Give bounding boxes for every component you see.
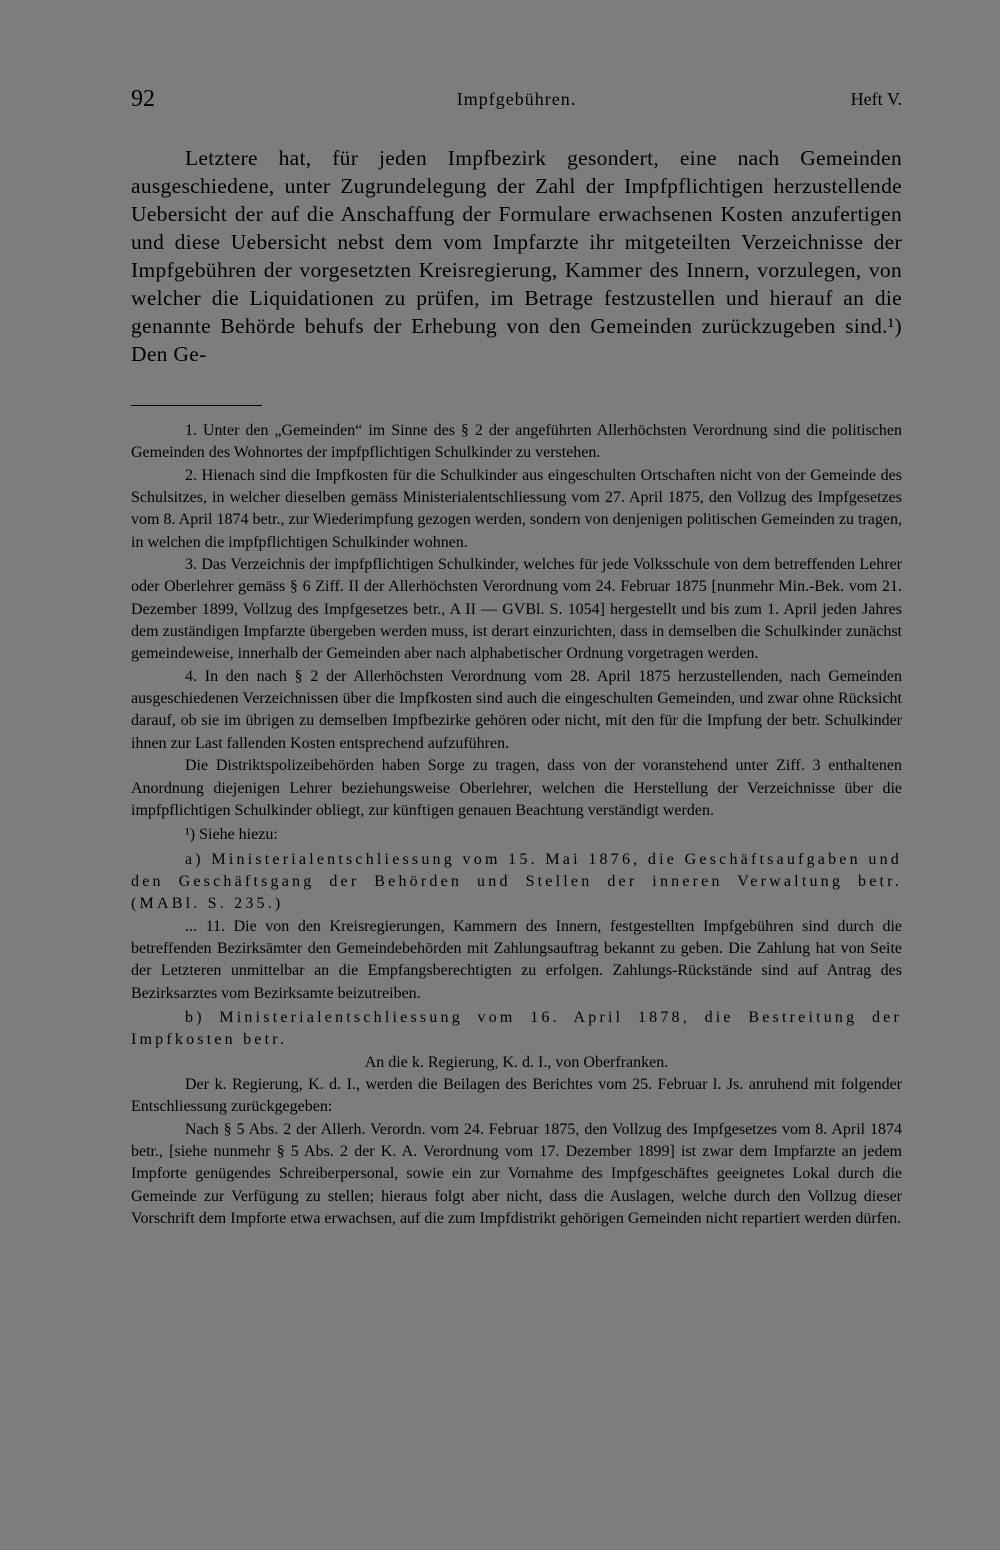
ordinance-a-text: ... 11. Die von den Kreisregierungen, Kammern des Innern, festgestellten Impfgebühren sind durch die betreffenden Bezirksämter den Gemeindebehörden mit Zahlungsauftrag bekannt zu geben. Die Zahlung hat von Seite der Letzteren unmittelbar an die Empfangsberechtigten zu erfolgen. Zahlungs-Rückstände sind auf Antrag des Bezirksarztes vom Bezirksamte beizutreiben. <box>131 917 902 1002</box>
footnotes <box>131 420 902 1230</box>
footnote-4: 4. In den nach § 2 der Allerhöchsten Verordnung vom 28. April 1875 herzustellenden, nach Gemeinden ausgeschiedenen Verzeichnissen über die Impfkosten sind auch die eingeschulten Gemeinden, und zwar ohne Rücksicht darauf, ob sie im übrigen zu demselben Impfbezirke gehören oder nicht, mit den für die Impfung der betr. Schulkinder ihnen zur Last fallenden Kosten entsprechend aufzuführen. <box>131 667 902 752</box>
ordinance-b-text: Nach § 5 Abs. 2 der Allerh. Verordn. vom 24. Februar 1875, den Vollzug des Impfgesetzes vom 8. April 1874 betr., [siehe nunmehr § 5 Abs. 2 der K. A. Verordnung vom 17. Dezember 1899] ist zwar dem Impfarzte an jedem Impforte genügendes Schreiberpersonal, sowie ein zur Vornahme des Impfgeschäftes geeignetes Lokal durch die Gemeinde zur Verfügung zu stellen; hieraus folgt aber nicht, dass die Auslagen, welche durch den Vollzug dieser Vorschrift dem Impforte etwa erwachsen, auf die zum Impfdistrikt gehörigen Gemeinden nicht repartiert werden dürfen. <box>131 1120 902 1228</box>
ordinance-a-title: a) Ministerialentschliessung vom 15. Mai 1876, die Geschäftsaufgaben und den Geschäftsgang der Behörden und Stellen der inneren Verwaltung betr. (MABl. S. 235.) <box>131 850 902 913</box>
footnote-3: 3. Das Verzeichnis der impfpflichtigen Schulkinder, welches für jede Volksschule von dem betreffenden Lehrer oder Oberlehrer gemäss § 6 Ziff. II der Allerhöchsten Verordnung vom 24. Februar 1875 [nunmehr Min.-Bek. vom 21. Dezember 1899, Vollzug des Impfgesetzes betr., A II — GVBl. S. 1054] hergestellt und bis zum 1. April jeden Jahres dem zuständigen Impfarzte übergeben werden muss, ist derart einzurichten, dass in demselben die Schulkinder zunächst gemeindeweise, innerhalb der Gemeinden aber nach alphabetischer Ordnung vorgetragen werden. <box>131 556 902 663</box>
section-label: Heft V. <box>850 89 902 109</box>
addressee-line: An die k. Regierung, K. d. I., von Oberfranken. <box>364 1053 669 1071</box>
footnote-rule <box>131 405 262 406</box>
footnote-reference: ¹) Siehe hiezu: <box>185 826 278 844</box>
running-title: Impfgebühren. <box>456 89 577 109</box>
main-text <box>131 144 902 368</box>
page-header <box>131 86 902 116</box>
page-number: 92 <box>131 86 155 112</box>
main-paragraph: Letztere hat, für jeden Impfbezirk gesondert, eine nach Gemeinden ausgeschiedene, unter Zugrundelegung der Zahl der Impfpflichtigen herzustellende Uebersicht der auf die Anschaffung der Formulare erwachsenen Kosten anzufertigen und diese Uebersicht nebst dem vom Impfarzte ihr mitgeteilten Verzeichnisse der Impfgebühren der vorgesetzten Kreisregierung, Kammer des Innern, vorzulegen, von welcher die Liquidationen zu prüfen, im Betrage festzustellen und hierauf an die genannte Behörde behufs der Erhebung von den Gemeinden zurückzugeben sind.¹) Den Ge- <box>131 146 902 366</box>
footnote-2: 2. Hienach sind die Impfkosten für die Schulkinder aus eingeschulten Ortschaften nicht von der Gemeinde des Schulsitzes, in welcher dieselben gemäss Ministerialentschliessung vom 27. April 1875, den Vollzug des Impfgesetzes vom 8. April 1874 betr., zur Wiederimpfung gezogen werden, sondern von denjenigen politischen Gemeinden zu tragen, in welchen die impfpflichtigen Schulkinder wohnen. <box>131 466 902 551</box>
footnote-1: 1. Unter den „Gemeinden“ im Sinne des § 2 der angeführten Allerhöchsten Verordnung sind die politischen Gemeinden des Wohnortes der impfpflichtigen Schulkinder zu verstehen. <box>131 422 902 462</box>
footnote-paragraph: Die Distriktspolizeibehörden haben Sorge zu tragen, dass von der voranstehend unter Ziff. 3 enthaltenen Anordnung diejenigen Lehrer beziehungsweise Oberlehrer, welchen die Herstellung der Verzeichnisse über die impfpflichtigen Schulkinder obliegt, zur künftigen genauen Beachtung verständigt werden. <box>131 757 902 819</box>
ordinance-b-title: b) Ministerialentschliessung vom 16. April 1878, die Bestreitung der Impfkosten betr. <box>131 1008 902 1049</box>
ordinance-b-intro: Der k. Regierung, K. d. I., werden die Beilagen des Berichtes vom 25. Februar l. Js. anruhend mit folgender Entschliessung zurückgegeben: <box>131 1075 902 1116</box>
